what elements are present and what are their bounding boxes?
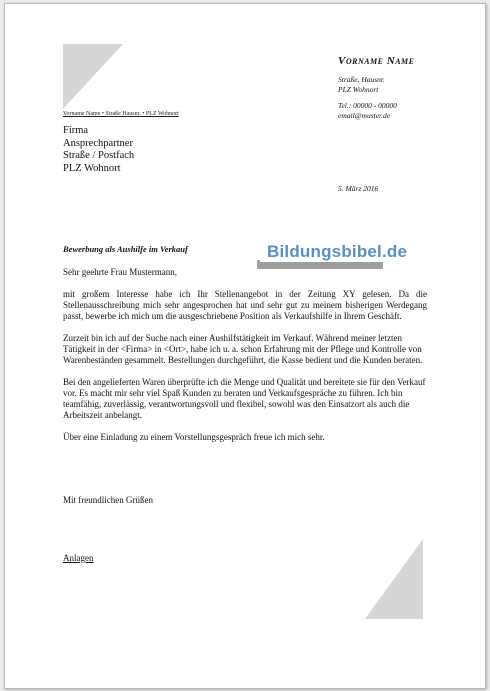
sender-name: Vorname Name xyxy=(338,55,415,67)
salutation: Sehr geehrte Frau Mustermann, xyxy=(63,267,177,277)
attachments-label: Anlagen xyxy=(63,553,94,563)
decorative-triangle-bottom xyxy=(365,539,423,619)
paragraph-4: Über eine Einladung zu einem Vorstellungsgespräch freue ich mich sehr. xyxy=(63,432,325,442)
sender-street: Straße, Hausnr. xyxy=(338,75,385,84)
letter-subject: Bewerbung als Aushilfe im Verkauf xyxy=(63,244,188,254)
sender-block xyxy=(338,56,478,121)
sender-email: email@muster.de xyxy=(338,111,391,120)
paragraph-1: mit großem Interesse habe ich Ihr Stellenangebot in der Zeitung XY gelesen. Da die Stellenausschreibung mich sehr angesprochen hat und sehr gut zu meinem bisherigen Werdegang passt, bewerbe ich mich um die ausgeschriebene Position als Verkaufshilfe in Ihrem Geschäft. xyxy=(63,289,427,321)
recipient-block xyxy=(63,125,134,175)
decorative-triangle-top xyxy=(63,44,123,109)
closing-phrase: Mit freundlichen Grüßen xyxy=(63,495,153,505)
recipient-contact: Ansprechpartner xyxy=(63,137,133,149)
letter-date: 5. März 2016 xyxy=(338,184,379,193)
recipient-city: PLZ Wohnort xyxy=(63,162,121,174)
letter-body xyxy=(63,267,427,454)
recipient-company: Firma xyxy=(63,125,89,136)
sender-phone: Tel.: 00000 - 00000 xyxy=(338,101,397,110)
paragraph-2: Zurzeit bin ich auf der Suche nach einer Aushilfstätigkeit im Verkauf. Während meiner letzten Tätigkeit in der <Firma> in <Ort>, habe ich u. a. schon Erfahrung mit der Pflege und Kontrolle von Warenbeständen gesammelt. Bestellungen durchgeführt, die Kasse bedient und die Kunden beraten. xyxy=(63,333,423,365)
paragraph-3: Bei den angelieferten Waren überprüfte ich die Menge und Qualität und bereitete sie für den Verkauf vor. Es macht mir sehr viel Spaß Kunden zu beraten und Verkaufsgespräche zu führen. Ich bin teamfähig, zuverlässig, verantwortungsvoll und flexibel, sowohl was den Einsatzort als auch die Arbeitszeit anbelangt. xyxy=(63,377,426,420)
sender-city: PLZ Wohnort xyxy=(338,85,379,94)
letter-page xyxy=(4,3,486,689)
recipient-street: Straße / Postfach xyxy=(63,150,135,161)
logo-text: Bildungsbibel.de xyxy=(267,242,408,261)
return-address-line: Vorname Name • Straße Hausnr. • PLZ Wohnort xyxy=(63,111,179,117)
